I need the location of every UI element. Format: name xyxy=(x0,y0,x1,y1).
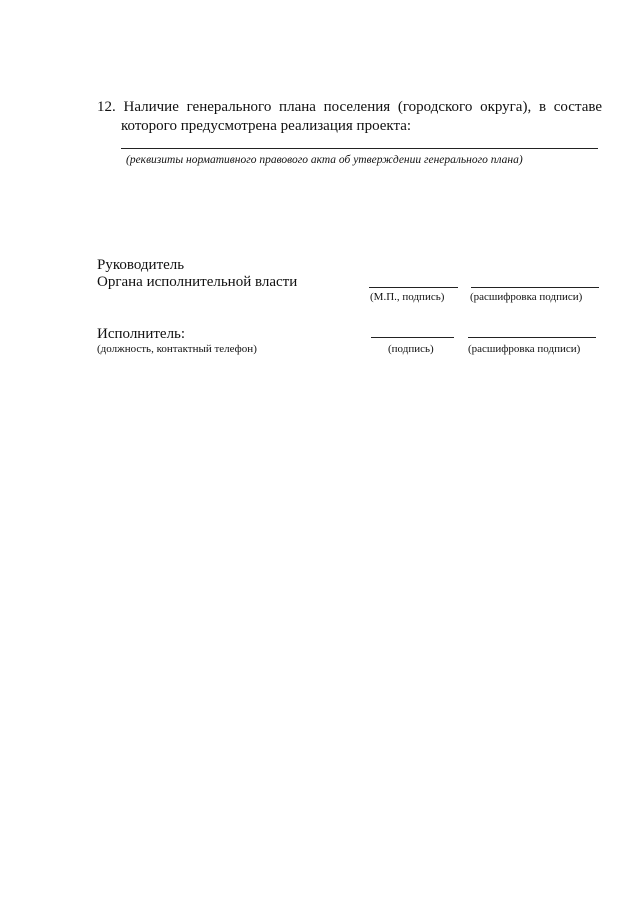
section-12-line1 xyxy=(97,98,602,117)
executor-decode-caption: (расшифровка подписи) xyxy=(468,343,581,355)
executor-decode-line xyxy=(468,337,596,338)
executor-title: Исполнитель: xyxy=(97,326,186,342)
head-signature-caption: (М.П., подпись) xyxy=(370,291,445,303)
head-title-line1: Руководитель xyxy=(97,257,185,273)
executor-signature-caption: (подпись) xyxy=(388,343,434,355)
head-decode-caption: (расшифровка подписи) xyxy=(470,291,583,303)
general-plan-details-line xyxy=(121,148,598,149)
general-plan-details-caption: (реквизиты нормативного правового акта об утверждении генерального плана) xyxy=(126,154,523,166)
section-12-number: 12. xyxy=(97,99,116,115)
head-title-line2: Органа исполнительной власти xyxy=(97,274,298,290)
section-12-text-line2: которого предусмотрена реализация проекта: xyxy=(121,118,412,134)
head-signature-line xyxy=(369,287,458,288)
executor-signature-line xyxy=(371,337,454,338)
head-decode-line xyxy=(471,287,599,288)
executor-subtitle: (должность, контактный телефон) xyxy=(97,343,257,355)
section-12-text-line1: Наличие генерального плана поселения (городского округа), в составе xyxy=(123,99,603,115)
